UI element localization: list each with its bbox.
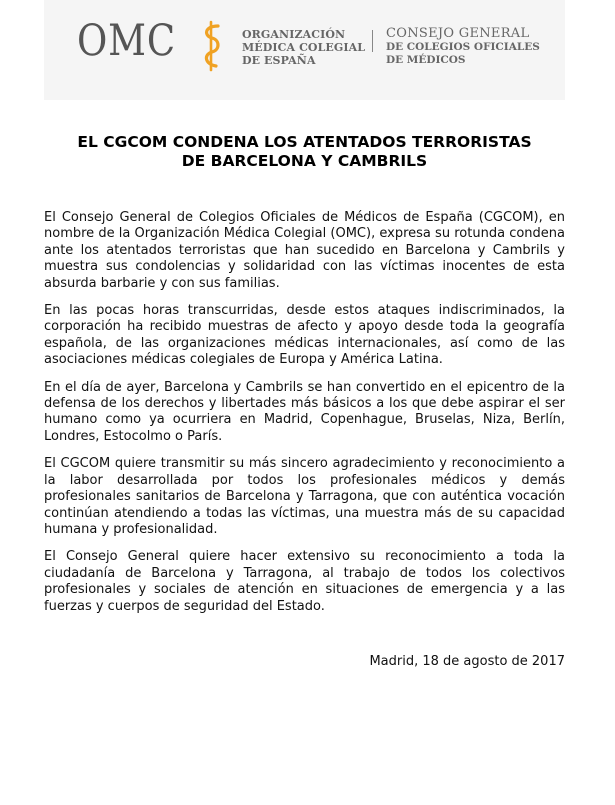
body-paragraph: En el día de ayer, Barcelona y Cambrils se han convertido en el epicentro de la defensa de los derechos y libertades más básicos a los que debe aspirar el ser humano como ya ocurriera en Madrid, Copenhague, Bruselas, Niza, Berlín, Londres, Estocolmo o París. bbox=[44, 379, 565, 444]
title-line: EL CGCOM CONDENA LOS ATENTADOS TERRORISTAS bbox=[77, 133, 532, 151]
press-release-body bbox=[44, 210, 565, 626]
body-paragraph: El Consejo General de Colegios Oficiales de Médicos de España (CGCOM), en nombre de la Organización Médica Colegial (OMC), expresa su rotunda condena ante los atentados terroristas que han sucedido en Barcelona y Cambrils y muestra sus condolencias y solidaridad con las víctimas inocentes de esta absurda barbarie y con sus familias. bbox=[44, 210, 565, 291]
press-release-title bbox=[40, 133, 569, 171]
body-paragraph: En las pocas horas transcurridas, desde estos ataques indiscriminados, la corporación ha recibido muestras de afecto y apoyo desde toda la geografía española, de las organizaciones médicas internacionales, así como de las asociaciones médicas colegiales de Europa y América Latina. bbox=[44, 303, 565, 368]
serpent-staff-icon bbox=[198, 18, 226, 74]
council-name-line: CONSEJO GENERAL bbox=[386, 26, 530, 41]
council-name bbox=[386, 27, 540, 67]
organization-name-line: ORGANIZACIÓN bbox=[242, 28, 346, 41]
organization-name-line: DE ESPAÑA bbox=[242, 54, 316, 67]
organization-name-line: MÉDICA COLEGIAL bbox=[242, 41, 366, 54]
header-divider bbox=[372, 30, 373, 52]
omc-logo-text: OMC bbox=[77, 16, 177, 66]
date-signoff: Madrid, 18 de agosto de 2017 bbox=[369, 654, 565, 669]
council-name-line: DE COLEGIOS OFICIALES bbox=[386, 41, 540, 53]
council-name-line: DE MÉDICOS bbox=[386, 54, 466, 66]
body-paragraph: El Consejo General quiere hacer extensivo su reconocimiento a toda la ciudadanía de Barcelona y Tarragona, al trabajo de todos los colectivos profesionales y sociales de atención en situaciones de emergencia y a las fuerzas y cuerpos de seguridad del Estado. bbox=[44, 549, 565, 614]
body-paragraph: El CGCOM quiere transmitir su más sincero agradecimiento y reconocimiento a la labor desarrollada por todos los profesionales médicos y demás profesionales sanitarios de Barcelona y Tarragona, que con auténtica vocación continúan atendiendo a todas las víctimas, una muestra más de su capacidad humana y profesionalidad. bbox=[44, 456, 565, 537]
organization-name bbox=[242, 28, 365, 67]
title-line: DE BARCELONA Y CAMBRILS bbox=[181, 152, 428, 170]
